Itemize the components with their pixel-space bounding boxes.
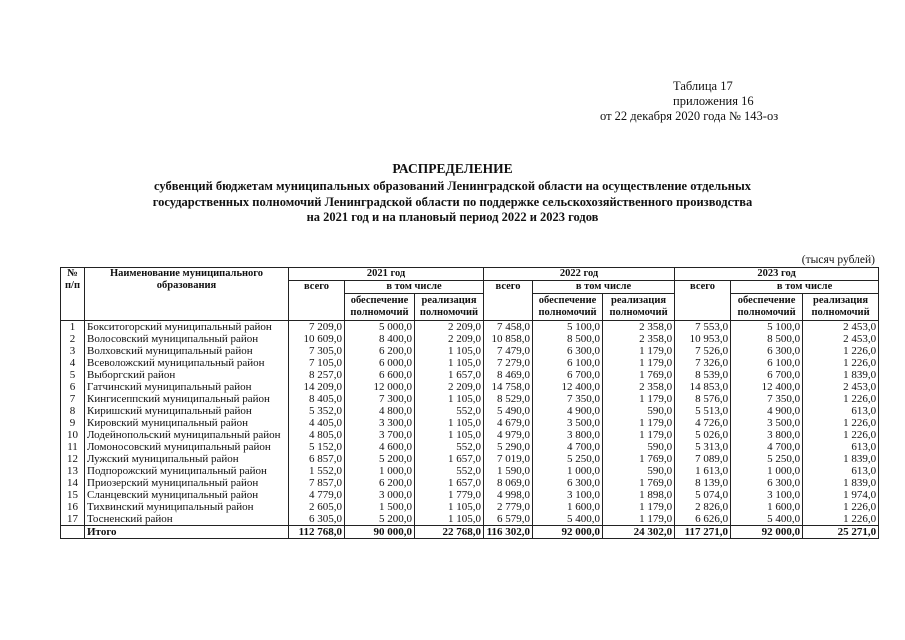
value-cell: 1 769,0 (603, 369, 675, 381)
row-number: 5 (61, 369, 85, 381)
value-cell: 8 539,0 (675, 369, 731, 381)
municipality-name: Тосненский район (85, 513, 289, 526)
table-row (61, 321, 879, 334)
distribution-table (60, 267, 879, 539)
subtitle-line-3: на 2021 год и на плановый период 2022 и 2023 годов (306, 210, 599, 224)
value-cell: 5 490,0 (484, 405, 533, 417)
row-number: 15 (61, 489, 85, 501)
header-sub2-2021: реализация полномочий (415, 294, 484, 321)
value-cell: 2 453,0 (803, 333, 879, 345)
value-cell: 590,0 (603, 465, 675, 477)
value-cell: 7 089,0 (675, 453, 731, 465)
table-row (61, 465, 879, 477)
value-cell: 1 552,0 (289, 465, 345, 477)
municipality-name: Всеволожский муниципальный район (85, 357, 289, 369)
value-cell: 6 200,0 (345, 345, 415, 357)
municipality-name: Бокситогорский муниципальный район (85, 321, 289, 334)
value-cell: 1 600,0 (731, 501, 803, 513)
value-cell: 1 179,0 (603, 501, 675, 513)
header-2022: 2022 год (484, 268, 675, 281)
value-cell: 8 500,0 (731, 333, 803, 345)
value-cell: 14 758,0 (484, 381, 533, 393)
value-cell: 5 200,0 (345, 513, 415, 526)
row-number: 8 (61, 405, 85, 417)
value-cell: 1 974,0 (803, 489, 879, 501)
municipality-name: Тихвинский муниципальный район (85, 501, 289, 513)
value-cell: 1 839,0 (803, 453, 879, 465)
value-cell: 5 000,0 (345, 321, 415, 334)
header-no: № п/п (61, 268, 85, 321)
value-cell: 3 100,0 (533, 489, 603, 501)
value-cell: 12 400,0 (731, 381, 803, 393)
value-cell: 14 209,0 (289, 381, 345, 393)
municipality-name: Волховский муниципальный район (85, 345, 289, 357)
header-sub2-2022: реализация полномочий (603, 294, 675, 321)
value-cell: 1 500,0 (345, 501, 415, 513)
value-cell: 1 839,0 (803, 369, 879, 381)
subtitle-line-2: государственных полномочий Ленинградской области по поддержке сельскохозяйственного производства (152, 194, 753, 209)
header-incl-2023: в том числе (731, 281, 879, 294)
header-sub1-2021: обеспечение полномочий (345, 294, 415, 321)
value-cell: 1 657,0 (415, 369, 484, 381)
value-cell: 552,0 (415, 465, 484, 477)
value-cell: 5 152,0 (289, 441, 345, 453)
row-number: 6 (61, 381, 85, 393)
value-cell: 8 405,0 (289, 393, 345, 405)
total-value-cell: 116 302,0 (484, 526, 533, 539)
value-cell: 1 179,0 (603, 393, 675, 405)
row-number: 11 (61, 441, 85, 453)
municipality-name: Волосовский муниципальный район (85, 333, 289, 345)
value-cell: 7 857,0 (289, 477, 345, 489)
table-row (61, 453, 879, 465)
value-cell: 8 257,0 (289, 369, 345, 381)
value-cell: 6 300,0 (731, 477, 803, 489)
value-cell: 2 209,0 (415, 333, 484, 345)
value-cell: 7 458,0 (484, 321, 533, 334)
row-number: 14 (61, 477, 85, 489)
row-number: 13 (61, 465, 85, 477)
value-cell: 5 100,0 (533, 321, 603, 334)
value-cell: 1 226,0 (803, 501, 879, 513)
table-row (61, 381, 879, 393)
total-value-cell: 24 302,0 (603, 526, 675, 539)
value-cell: 7 019,0 (484, 453, 533, 465)
value-cell: 1 226,0 (803, 513, 879, 526)
header-2023: 2023 год (675, 268, 879, 281)
value-cell: 4 679,0 (484, 417, 533, 429)
value-cell: 4 700,0 (533, 441, 603, 453)
value-cell: 5 026,0 (675, 429, 731, 441)
row-number: 1 (61, 321, 85, 334)
value-cell: 7 300,0 (345, 393, 415, 405)
row-number: 16 (61, 501, 85, 513)
total-value-cell: 117 271,0 (675, 526, 731, 539)
table-row (61, 501, 879, 513)
value-cell: 7 479,0 (484, 345, 533, 357)
value-cell: 1 613,0 (675, 465, 731, 477)
value-cell: 5 400,0 (533, 513, 603, 526)
value-cell: 3 800,0 (533, 429, 603, 441)
header-sub1-2023: обеспечение полномочий (731, 294, 803, 321)
value-cell: 5 100,0 (731, 321, 803, 334)
value-cell: 1 226,0 (803, 429, 879, 441)
value-cell: 2 209,0 (415, 381, 484, 393)
value-cell: 6 857,0 (289, 453, 345, 465)
total-row-number (61, 526, 85, 539)
value-cell: 7 326,0 (675, 357, 731, 369)
value-cell: 5 352,0 (289, 405, 345, 417)
value-cell: 10 953,0 (675, 333, 731, 345)
table-row (61, 477, 879, 489)
header-incl-2022: в том числе (533, 281, 675, 294)
value-cell: 4 900,0 (731, 405, 803, 417)
value-cell: 4 900,0 (533, 405, 603, 417)
value-cell: 4 998,0 (484, 489, 533, 501)
total-value-cell: 112 768,0 (289, 526, 345, 539)
value-cell: 7 350,0 (731, 393, 803, 405)
value-cell: 1 179,0 (603, 357, 675, 369)
header-incl-2021: в том числе (345, 281, 484, 294)
row-number: 4 (61, 357, 85, 369)
value-cell: 10 858,0 (484, 333, 533, 345)
header-2021: 2021 год (289, 268, 484, 281)
value-cell: 4 700,0 (731, 441, 803, 453)
table-number: Таблица 17 (673, 79, 733, 93)
value-cell: 1 769,0 (603, 453, 675, 465)
table-row (61, 357, 879, 369)
value-cell: 12 400,0 (533, 381, 603, 393)
value-cell: 8 576,0 (675, 393, 731, 405)
value-cell: 3 300,0 (345, 417, 415, 429)
table-row (61, 429, 879, 441)
value-cell: 613,0 (803, 465, 879, 477)
value-cell: 552,0 (415, 405, 484, 417)
document-heading: РАСПРЕДЕЛЕНИЕ (392, 161, 513, 176)
value-cell: 6 300,0 (731, 345, 803, 357)
value-cell: 5 250,0 (731, 453, 803, 465)
value-cell: 8 139,0 (675, 477, 731, 489)
value-cell: 6 200,0 (345, 477, 415, 489)
value-cell: 3 100,0 (731, 489, 803, 501)
value-cell: 1 226,0 (803, 417, 879, 429)
value-cell: 14 853,0 (675, 381, 731, 393)
value-cell: 1 226,0 (803, 357, 879, 369)
header-total-2021: всего (289, 281, 345, 321)
value-cell: 1 898,0 (603, 489, 675, 501)
value-cell: 3 700,0 (345, 429, 415, 441)
municipality-name: Сланцевский муниципальный район (85, 489, 289, 501)
total-row (61, 526, 879, 539)
municipality-name: Выборгский район (85, 369, 289, 381)
value-cell: 1 600,0 (533, 501, 603, 513)
value-cell: 2 358,0 (603, 333, 675, 345)
table-row (61, 441, 879, 453)
municipality-name: Киришский муниципальный район (85, 405, 289, 417)
value-cell: 5 074,0 (675, 489, 731, 501)
value-cell: 5 513,0 (675, 405, 731, 417)
row-number: 2 (61, 333, 85, 345)
value-cell: 8 529,0 (484, 393, 533, 405)
subtitle-line-1: субвенций бюджетам муниципальных образований Ленинградской области на осуществление отдельных (153, 179, 751, 193)
value-cell: 8 400,0 (345, 333, 415, 345)
value-cell: 4 800,0 (345, 405, 415, 417)
table-row (61, 417, 879, 429)
row-number: 3 (61, 345, 85, 357)
value-cell: 6 100,0 (533, 357, 603, 369)
table-row (61, 489, 879, 501)
header-total-2022: всего (484, 281, 533, 321)
row-number: 9 (61, 417, 85, 429)
table-row (61, 405, 879, 417)
value-cell: 1 590,0 (484, 465, 533, 477)
total-value-cell: 90 000,0 (345, 526, 415, 539)
value-cell: 6 305,0 (289, 513, 345, 526)
value-cell: 7 526,0 (675, 345, 731, 357)
row-number: 10 (61, 429, 85, 441)
row-number: 17 (61, 513, 85, 526)
value-cell: 4 805,0 (289, 429, 345, 441)
value-cell: 2 779,0 (484, 501, 533, 513)
value-cell: 7 279,0 (484, 357, 533, 369)
total-value-cell: 92 000,0 (731, 526, 803, 539)
value-cell: 7 350,0 (533, 393, 603, 405)
total-value-cell: 92 000,0 (533, 526, 603, 539)
value-cell: 4 726,0 (675, 417, 731, 429)
appendix-number: приложения 16 (673, 94, 754, 108)
row-number: 7 (61, 393, 85, 405)
value-cell: 2 605,0 (289, 501, 345, 513)
table-row (61, 345, 879, 357)
value-cell: 1 000,0 (345, 465, 415, 477)
value-cell: 6 100,0 (731, 357, 803, 369)
value-cell: 1 657,0 (415, 477, 484, 489)
value-cell: 1 000,0 (731, 465, 803, 477)
value-cell: 8 469,0 (484, 369, 533, 381)
value-cell: 1 000,0 (533, 465, 603, 477)
value-cell: 1 226,0 (803, 393, 879, 405)
value-cell: 1 769,0 (603, 477, 675, 489)
value-cell: 1 105,0 (415, 501, 484, 513)
value-cell: 10 609,0 (289, 333, 345, 345)
value-cell: 1 105,0 (415, 429, 484, 441)
value-cell: 6 000,0 (345, 357, 415, 369)
value-cell: 3 000,0 (345, 489, 415, 501)
table-row (61, 513, 879, 526)
value-cell: 2 209,0 (415, 321, 484, 334)
total-value-cell: 25 271,0 (803, 526, 879, 539)
value-cell: 1 105,0 (415, 357, 484, 369)
value-cell: 1 226,0 (803, 345, 879, 357)
table-row (61, 369, 879, 381)
value-cell: 6 700,0 (731, 369, 803, 381)
municipality-name: Подпорожский муниципальный район (85, 465, 289, 477)
value-cell: 613,0 (803, 405, 879, 417)
municipality-name: Гатчинский муниципальный район (85, 381, 289, 393)
value-cell: 5 250,0 (533, 453, 603, 465)
value-cell: 5 400,0 (731, 513, 803, 526)
value-cell: 2 826,0 (675, 501, 731, 513)
document-subtitle (0, 179, 905, 226)
law-reference: от 22 декабря 2020 года № 143-оз (600, 109, 779, 123)
value-cell: 6 300,0 (533, 477, 603, 489)
document-meta (600, 79, 810, 124)
value-cell: 590,0 (603, 405, 675, 417)
value-cell: 12 000,0 (345, 381, 415, 393)
value-cell: 5 200,0 (345, 453, 415, 465)
table-row (61, 393, 879, 405)
header-name: Наименование муниципального образования (85, 268, 289, 321)
value-cell: 7 105,0 (289, 357, 345, 369)
unit-label: (тысяч рублей) (801, 254, 875, 266)
value-cell: 1 105,0 (415, 393, 484, 405)
total-label: Итого (85, 526, 289, 539)
value-cell: 3 500,0 (533, 417, 603, 429)
value-cell: 613,0 (803, 441, 879, 453)
table-row (61, 333, 879, 345)
value-cell: 5 313,0 (675, 441, 731, 453)
value-cell: 3 800,0 (731, 429, 803, 441)
value-cell: 7 305,0 (289, 345, 345, 357)
value-cell: 1 657,0 (415, 453, 484, 465)
value-cell: 2 358,0 (603, 381, 675, 393)
value-cell: 5 290,0 (484, 441, 533, 453)
value-cell: 6 626,0 (675, 513, 731, 526)
value-cell: 7 553,0 (675, 321, 731, 334)
value-cell: 552,0 (415, 441, 484, 453)
value-cell: 2 453,0 (803, 321, 879, 334)
value-cell: 1 839,0 (803, 477, 879, 489)
table-body (61, 321, 879, 539)
value-cell: 6 300,0 (533, 345, 603, 357)
header-sub1-2022: обеспечение полномочий (533, 294, 603, 321)
municipality-name: Лодейнопольский муниципальный район (85, 429, 289, 441)
municipality-name: Кингисеппский муниципальный район (85, 393, 289, 405)
value-cell: 8 069,0 (484, 477, 533, 489)
total-value-cell: 22 768,0 (415, 526, 484, 539)
value-cell: 1 179,0 (603, 417, 675, 429)
value-cell: 6 600,0 (345, 369, 415, 381)
value-cell: 8 500,0 (533, 333, 603, 345)
municipality-name: Ломоносовский муниципальный район (85, 441, 289, 453)
value-cell: 3 500,0 (731, 417, 803, 429)
value-cell: 1 179,0 (603, 345, 675, 357)
value-cell: 4 405,0 (289, 417, 345, 429)
value-cell: 2 358,0 (603, 321, 675, 334)
value-cell: 1 779,0 (415, 489, 484, 501)
municipality-name: Приозерский муниципальный район (85, 477, 289, 489)
value-cell: 1 105,0 (415, 513, 484, 526)
value-cell: 2 453,0 (803, 381, 879, 393)
value-cell: 4 779,0 (289, 489, 345, 501)
value-cell: 6 579,0 (484, 513, 533, 526)
header-total-2023: всего (675, 281, 731, 321)
value-cell: 4 600,0 (345, 441, 415, 453)
value-cell: 1 105,0 (415, 345, 484, 357)
value-cell: 6 700,0 (533, 369, 603, 381)
municipality-name: Лужский муниципальный район (85, 453, 289, 465)
row-number: 12 (61, 453, 85, 465)
value-cell: 590,0 (603, 441, 675, 453)
value-cell: 7 209,0 (289, 321, 345, 334)
value-cell: 1 179,0 (603, 429, 675, 441)
value-cell: 4 979,0 (484, 429, 533, 441)
header-sub2-2023: реализация полномочий (803, 294, 879, 321)
value-cell: 1 105,0 (415, 417, 484, 429)
value-cell: 1 179,0 (603, 513, 675, 526)
municipality-name: Кировский муниципальный район (85, 417, 289, 429)
